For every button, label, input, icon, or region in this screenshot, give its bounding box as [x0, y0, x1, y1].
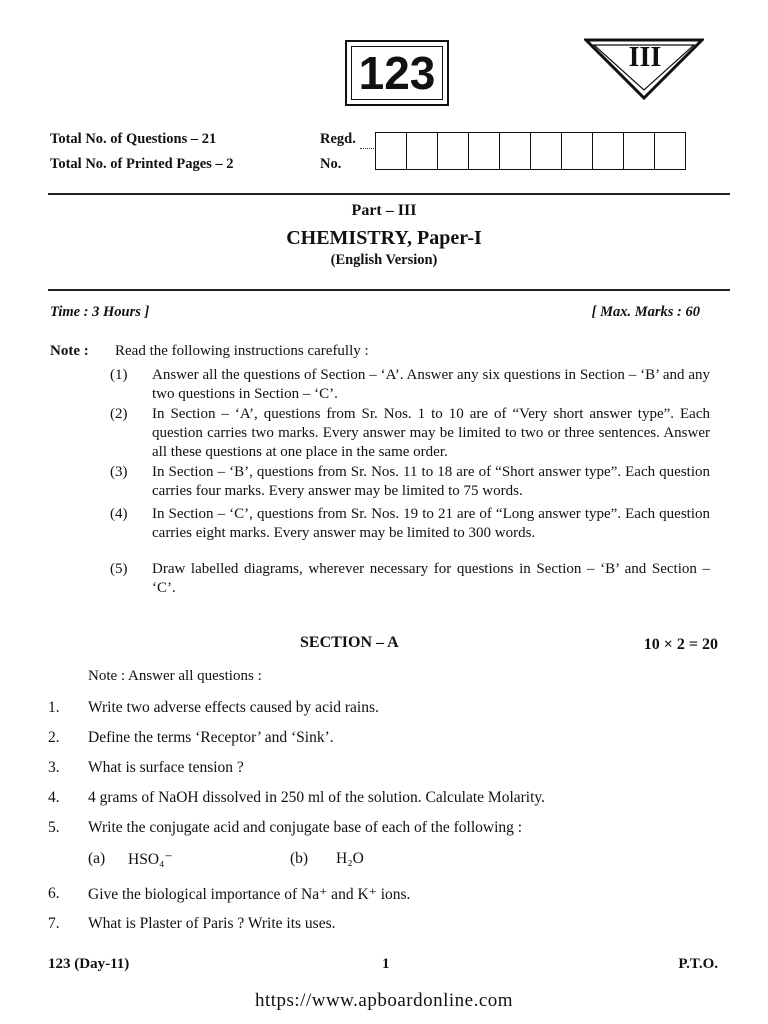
registration-digit-box[interactable] [437, 132, 469, 170]
instruction-text: Draw labelled diagrams, wherever necessary for questions in Section – ‘B’ and Section – ‘C’. [152, 561, 710, 596]
note-label: Note : [50, 343, 89, 359]
section-a-note: Note : Answer all questions : [88, 668, 262, 684]
question-number: 5. [48, 819, 60, 836]
question-item [48, 699, 728, 717]
instruction-number: (3) [110, 464, 128, 480]
set-label: III [628, 42, 662, 73]
registration-number-boxes[interactable] [376, 132, 686, 168]
instruction-text: Answer all the questions of Section – ‘A’. Answer any six questions in Section – ‘B’ and any two questions in Section – ‘C’. [152, 367, 710, 402]
instruction-text: In Section – ‘C’, questions from Sr. Nos. 19 to 21 are of “Long answer type”. Each question carries eight marks. Every answer may be limited to 300 words. [152, 506, 710, 541]
question-number: 2. [48, 729, 60, 746]
instruction-item [110, 505, 710, 543]
question-number: 4. [48, 789, 60, 806]
instruction-number: (1) [110, 367, 128, 383]
total-pages: Total No. of Printed Pages – 2 [50, 156, 234, 172]
instruction-number: (2) [110, 406, 128, 422]
paper-code-box [345, 40, 449, 106]
footer-code: 123 (Day-11) [48, 956, 130, 972]
subject-title: CHEMISTRY, Paper-I [286, 227, 482, 249]
option-a-value: HSO₄⁻ [128, 851, 173, 868]
question-item [48, 759, 728, 777]
registration-digit-box[interactable] [561, 132, 593, 170]
question-text: Give the biological importance of Na⁺ and K⁺ ions. [88, 886, 411, 903]
regd-dots [360, 148, 376, 149]
option-a-label: (a) [88, 850, 106, 867]
question-number: 6. [48, 885, 60, 902]
regd-label: Regd. [320, 131, 356, 147]
registration-digit-box[interactable] [592, 132, 624, 170]
option-b-label: (b) [290, 850, 309, 867]
registration-digit-box[interactable] [499, 132, 531, 170]
max-marks-label: [ Max. Marks : 60 [591, 304, 700, 320]
section-a-title: SECTION – A [300, 634, 399, 651]
registration-digit-box[interactable] [623, 132, 655, 170]
part-title: Part – III [351, 202, 417, 219]
question-number: 3. [48, 759, 60, 776]
version-label: (English Version) [330, 252, 438, 268]
question-item [48, 915, 728, 933]
question-text: Write the conjugate acid and conjugate base of each of the following : [88, 819, 523, 836]
header-rule [48, 193, 730, 195]
option-b-value: H₂O [336, 850, 364, 867]
question-text: What is surface tension ? [88, 759, 244, 776]
section-a-marks: 10 × 2 = 20 [643, 636, 718, 653]
registration-digit-box[interactable] [654, 132, 686, 170]
instruction-number: (4) [110, 506, 128, 522]
question-text: Write two adverse effects caused by acid rains. [88, 699, 379, 716]
pto-label: P.T.O. [678, 956, 718, 972]
question-text: 4 grams of NaOH dissolved in 250 ml of the solution. Calculate Molarity. [88, 789, 546, 806]
question-item [48, 819, 728, 837]
registration-digit-box[interactable] [530, 132, 562, 170]
question-item [48, 789, 728, 807]
registration-digit-box[interactable] [468, 132, 500, 170]
question-item [48, 885, 728, 904]
instruction-number: (5) [110, 561, 128, 577]
registration-digit-box[interactable] [375, 132, 407, 170]
no-label: No. [320, 156, 342, 172]
note-intro: Read the following instructions carefully : [115, 343, 369, 359]
instruction-item [110, 463, 710, 501]
paper-code: 123 [351, 46, 443, 100]
instruction-text: In Section – ‘A’, questions from Sr. Nos. 1 to 10 are of “Very short answer type”. Each question carries two marks. Every answer may be limited to two or three sentences. Answer all these questions at one place in the same order. [152, 406, 710, 460]
question-number: 1. [48, 699, 60, 716]
total-questions: Total No. of Questions – 21 [50, 131, 217, 147]
registration-digit-box[interactable] [406, 132, 438, 170]
instruction-item [110, 405, 710, 462]
question-item [48, 729, 728, 747]
watermark-url[interactable]: https://www.apboardonline.com [254, 990, 514, 1011]
instruction-item [110, 366, 710, 404]
instruction-text: In Section – ‘B’, questions from Sr. Nos. 11 to 18 are of “Short answer type”. Each question carries four marks. Every answer may be limited to 75 words. [152, 464, 710, 499]
instruction-item [110, 560, 710, 598]
question-number: 7. [48, 915, 60, 932]
page-number: 1 [382, 956, 390, 972]
question-text: What is Plaster of Paris ? Write its uses. [88, 915, 336, 932]
question-text: Define the terms ‘Receptor’ and ‘Sink’. [88, 729, 334, 746]
time-label: Time : 3 Hours ] [50, 304, 150, 320]
title-rule [48, 289, 730, 291]
